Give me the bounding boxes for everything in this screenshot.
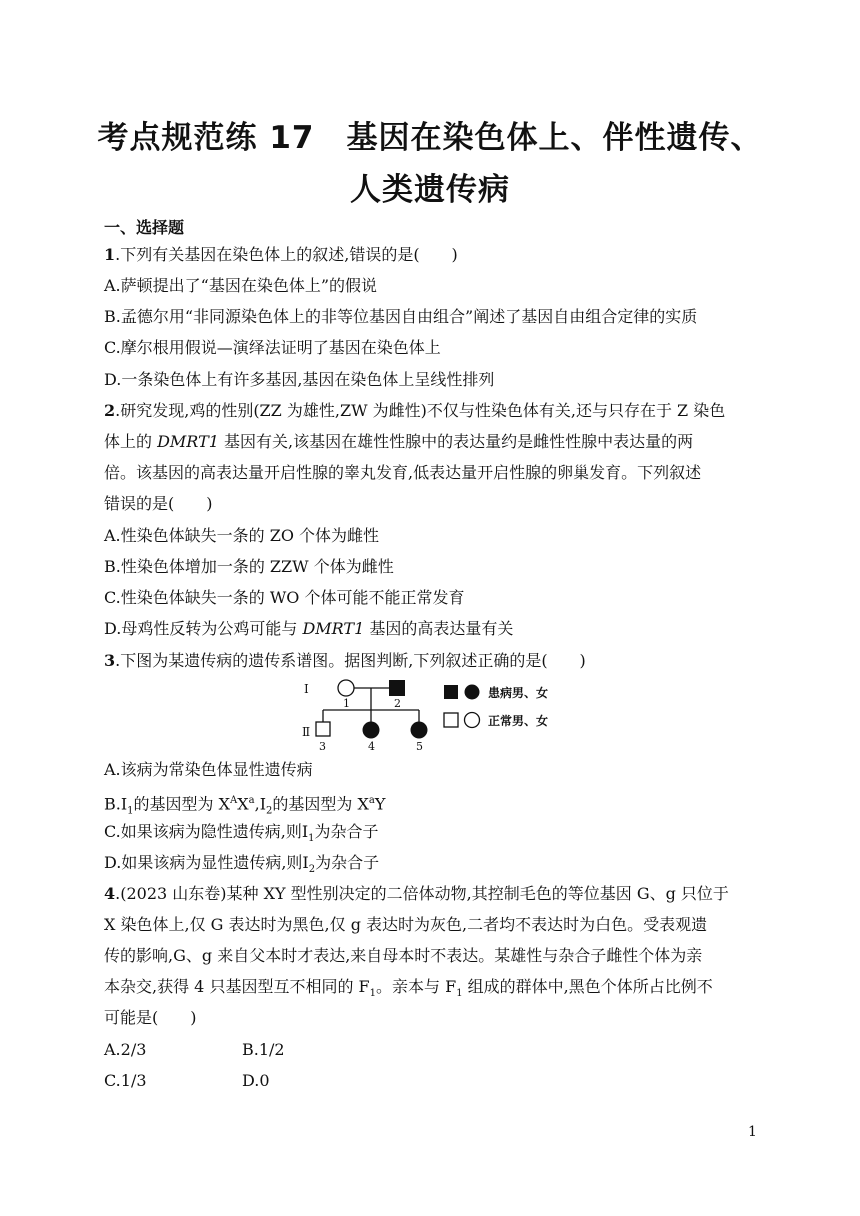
gene-name: DMRT1 xyxy=(302,619,365,638)
q3-b-sub: 1 xyxy=(127,805,134,817)
q4-stem-line5: 可能是( ) xyxy=(104,1008,197,1027)
q4-stem-line1-text: .(2023 山东卷)某种 XY 型性别决定的二倍体动物,其控制毛色的等位基因 G、g 只位于 xyxy=(115,884,729,903)
legend-affected-male-icon xyxy=(444,685,458,699)
q4-l4-sub: 1 xyxy=(456,988,463,1000)
q3-b-part: ,Ⅰ xyxy=(254,794,267,814)
q1-stem xyxy=(104,245,458,265)
legend-normal-label: 正常男、女 xyxy=(488,714,549,728)
generation-label-1: Ⅰ xyxy=(304,682,309,696)
individual-I2-affected-male xyxy=(389,680,405,696)
q4-option-a: A.2/3 xyxy=(104,1040,147,1059)
q3-b-part: Y xyxy=(374,794,386,814)
q2-line2-start: 体上的 xyxy=(104,432,158,451)
q1-option-d: D.一条染色体上有许多基因,基因在染色体上呈线性排列 xyxy=(104,370,495,389)
q1-option-a: A.萨顿提出了“基因在染色体上”的假说 xyxy=(104,276,378,295)
q2-line2-end: 基因有关,该基因在雄性性腺中的表达量约是雌性性腺中表达量的两 xyxy=(218,432,694,451)
q4-l4-part: 组成的群体中,黑色个体所占比例不 xyxy=(462,977,713,996)
q3-b-sub: 2 xyxy=(266,805,273,817)
q3-option-d xyxy=(104,853,379,880)
q3-b-part: 的基因型为 X xyxy=(272,794,369,814)
individual-id-1: 1 xyxy=(343,697,350,710)
q3-d-part: D.如果该病为显性遗传病,则Ⅰ xyxy=(104,853,309,872)
q3-stem-text: .下图为某遗传病的遗传系谱图。据图判断,下列叙述正确的是( ) xyxy=(115,651,586,670)
q4-option-d: D.0 xyxy=(242,1071,270,1090)
q1-option-b: B.孟德尔用“非同源染色体上的非等位基因自由组合”阐述了基因自由组合定律的实质 xyxy=(104,307,698,326)
q4-stem-line1 xyxy=(104,884,729,904)
q2-number: 2 xyxy=(104,401,116,420)
q3-b-sup: a xyxy=(248,795,255,806)
page-title-line2: 人类遗传病 xyxy=(350,172,510,208)
individual-id-4: 4 xyxy=(368,740,375,752)
q2-option-c: C.性染色体缺失一条的 WO 个体可能不能正常发育 xyxy=(104,588,465,607)
q3-stem xyxy=(104,651,586,671)
q4-l4-part: 本杂交,获得 4 只基因型互不相同的 F xyxy=(104,977,370,996)
individual-II5-affected-female xyxy=(411,722,428,739)
q2-stem-line2 xyxy=(104,432,693,452)
q4-number: 4 xyxy=(104,884,116,903)
q3-c-part: 为杂合子 xyxy=(314,822,379,841)
q3-c-sub: 1 xyxy=(308,833,315,845)
legend-affected-label: 患病男、女 xyxy=(488,686,549,700)
q1-stem-text: .下列有关基因在染色体上的叙述,错误的是( ) xyxy=(115,245,458,264)
q2-option-b: B.性染色体增加一条的 ZZW 个体为雌性 xyxy=(104,557,394,576)
q4-stem-line2: X 染色体上,仅 G 表达时为黑色,仅 g 表达时为灰色,二者均不表达时为白色。受表观遗 xyxy=(104,915,708,934)
q3-d-sub: 2 xyxy=(308,864,316,876)
page-title-line1: 考点规范练 17 基因在染色体上、伴性遗传、 xyxy=(97,120,763,156)
q2-option-d-start: D.母鸡性反转为公鸡可能与 xyxy=(104,619,303,638)
individual-id-5: 5 xyxy=(416,740,423,752)
q3-b-part: B.Ⅰ xyxy=(104,794,128,814)
q4-l4-part: 。亲本与 F xyxy=(376,977,457,996)
individual-id-3: 3 xyxy=(319,740,326,752)
q3-option-a: A.该病为常染色体显性遗传病 xyxy=(104,760,313,779)
q2-stem-line1-text: .研究发现,鸡的性别(ZZ 为雄性,ZW 为雌性)不仅与性染色体有关,还与只存在于 Z 染色 xyxy=(115,401,726,420)
section-heading: 一、选择题 xyxy=(104,218,185,237)
q3-option-b xyxy=(104,791,385,822)
legend-affected-female-icon xyxy=(465,685,480,700)
q1-option-c: C.摩尔根用假说—演绎法证明了基因在染色体上 xyxy=(104,338,441,357)
q4-l4-sub: 1 xyxy=(369,988,377,1000)
individual-II3-normal-male xyxy=(316,722,330,736)
q3-c-part: C.如果该病为隐性遗传病,则Ⅰ xyxy=(104,822,309,841)
q2-stem-line3: 倍。该基因的高表达量开启性腺的睾丸发育,低表达量开启性腺的卵巢发育。下列叙述 xyxy=(104,463,702,482)
q2-option-a: A.性染色体缺失一条的 ZO 个体为雌性 xyxy=(104,526,380,545)
q2-stem-line4: 错误的是( ) xyxy=(104,494,213,513)
q3-number: 3 xyxy=(104,651,116,670)
q3-b-sup: a xyxy=(368,795,375,806)
q4-option-b: B.1/2 xyxy=(242,1040,285,1059)
individual-II4-affected-female xyxy=(363,722,380,739)
individual-I1-normal-female xyxy=(338,680,354,696)
q4-option-c: C.1/3 xyxy=(104,1071,147,1090)
q4-stem-line3: 传的影响,G、g 来自父本时才表达,来自母本时不表达。某雄性与杂合子雌性个体为亲 xyxy=(104,946,703,965)
legend-normal-male-icon xyxy=(444,713,458,727)
q3-d-part: 为杂合子 xyxy=(315,853,380,872)
gene-name: DMRT1 xyxy=(157,432,219,451)
q2-option-d xyxy=(104,619,513,639)
individual-id-2: 2 xyxy=(394,697,401,710)
q3-b-part: 的基因型为 X xyxy=(133,794,231,814)
q1-number: 1 xyxy=(104,245,116,264)
legend-normal-female-icon xyxy=(465,713,480,728)
q3-b-sup: A xyxy=(230,795,238,806)
q3-option-c xyxy=(104,822,379,849)
q2-option-d-end: 基因的高表达量有关 xyxy=(364,619,514,638)
q3-b-part: X xyxy=(237,794,249,814)
pedigree-chart xyxy=(296,676,576,752)
q2-stem-line1 xyxy=(104,401,725,421)
generation-label-2: Ⅱ xyxy=(302,725,311,739)
page-number: 1 xyxy=(748,1124,757,1140)
q4-stem-line4 xyxy=(104,977,713,1004)
